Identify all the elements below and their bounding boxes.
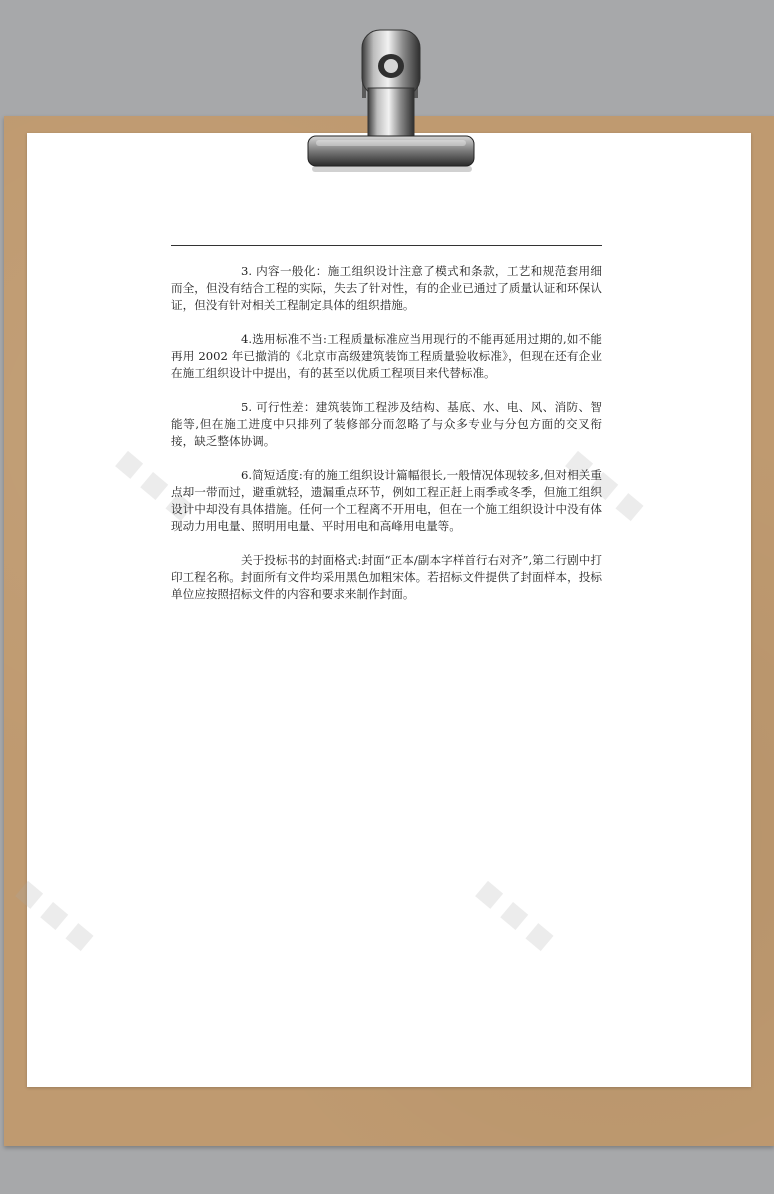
watermark: ■ ■ ■	[10, 874, 100, 956]
binder-clip-icon	[306, 28, 476, 178]
paragraph-brevity: 6.简短适度:有的施工组织设计篇幅很长,一般情况体现较多,但对相关重点却一带而过，避重就轻，遗漏重点环节，例如工程正赶上雨季或冬季，但施工组织设计中却没有具体措施。任何一个工程离不开用电，但在一个施工组织设计中没有体现动力用电量、照明用电量、平时用电和高峰用电量等。	[171, 468, 602, 533]
paragraph-content-generalization: 3. 内容一般化：施工组织设计注意了模式和条款，工艺和规范套用细而全，但没有结合工程的实际，失去了针对性，有的企业已通过了质量认证和环保认证，但没有针对相关工程制定具体的组织措施。	[171, 264, 602, 312]
paragraph-feasibility: 5. 可行性差：建筑装饰工程涉及结构、基底、水、电、风、消防、智能等,但在施工进度中只排列了装修部分而忽略了与众多专业与分包方面的交叉衔接，缺乏整体协调。	[171, 400, 602, 448]
paragraph-standard-selection: 4.选用标准不当:工程质量标准应当用现行的不能再延用过期的,如不能再用 2002 年已撤消的《北京市高级建筑装饰工程质量验收标准》，但现在还有企业在施工组织设计中提出，有的甚至以优质工程项目来代替标准。	[171, 332, 602, 380]
paragraph-cover-format: 关于投标书的封面格式:封面“正本/副本字样首行右对齐”,第二行剧中打印工程名称。封面所有文件均采用黑色加粗宋体。若招标文件提供了封面样本，投标单位应按照招标文件的内容和要求来制作封面。	[171, 553, 602, 601]
watermark: ■ ■ ■	[470, 874, 560, 956]
watermark: ■ ■ ■	[560, 444, 650, 526]
document-body	[171, 263, 602, 620]
watermark: ■ ■ ■	[110, 444, 200, 526]
header-rule	[171, 245, 602, 246]
